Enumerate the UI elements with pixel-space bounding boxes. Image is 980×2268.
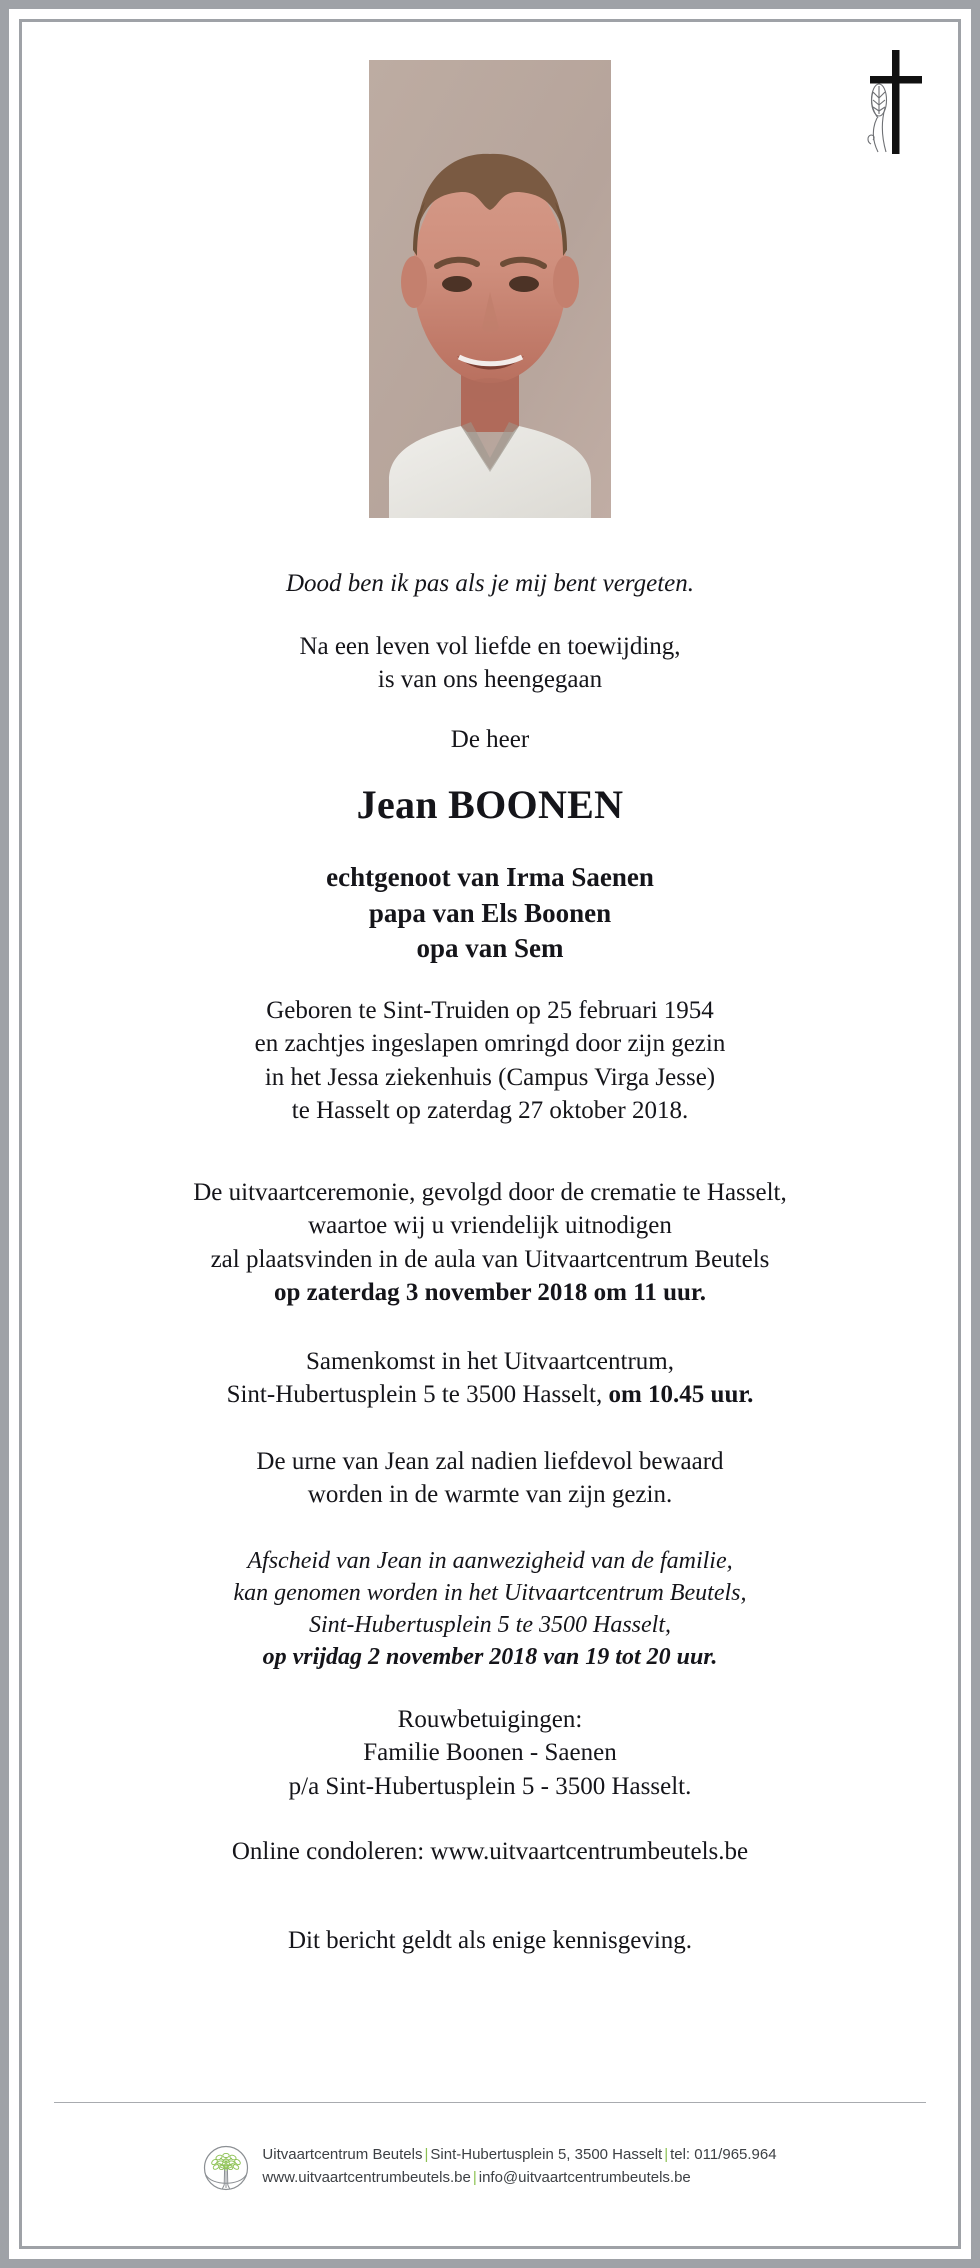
passing-line-1: en zachtjes ingeslapen omringd door zijn gezin	[254, 1030, 726, 1058]
birth-line: Geboren te Sint-Truiden op 25 februari 1954	[266, 996, 714, 1024]
footer-row-1	[262, 2144, 776, 2167]
deceased-name-text: Jean BOONEN	[356, 782, 624, 827]
inner-frame	[19, 19, 961, 2249]
footer-separator: |	[664, 2146, 669, 2163]
ceremony-line-2: waartoe wij u vriendelijk uitnodigen	[308, 1212, 672, 1240]
portrait-container	[22, 60, 958, 518]
portrait-photo	[369, 60, 611, 518]
footer-contact-info	[262, 2144, 776, 2190]
farewell-line-1: Afscheid van Jean in aanwezigheid van de familie,	[247, 1547, 733, 1574]
passing-line-2: in het Jessa ziekenhuis (Campus Virga Jesse)	[264, 1063, 716, 1091]
farewell-line-2: kan genomen worden in het Uitvaartcentrum Beutels,	[233, 1579, 747, 1606]
ceremony-datetime-text: op zaterdag 3 november 2018 om 11 uur.	[274, 1279, 706, 1307]
ceremony-line-3: zal plaatsvinden in de aula van Uitvaartcentrum Beutels	[210, 1245, 770, 1273]
mourning-address	[22, 1703, 958, 1804]
footer-divider	[54, 2102, 926, 2103]
frame-white-gap	[9, 9, 971, 2259]
single-notice	[22, 1924, 958, 1958]
gathering-address: Sint-Hubertusplein 5 te 3500 Hasselt,	[226, 1381, 609, 1409]
footer-phone: tel: 011/965.964	[670, 2146, 777, 2163]
mourning-postal-address: p/a Sint-Hubertusplein 5 - 3500 Hasselt.	[288, 1772, 692, 1800]
memorial-card	[22, 22, 958, 2246]
tree-in-circle-logo	[203, 2145, 249, 2191]
footer-website[interactable]: www.uitvaartcentrumbeutels.be	[262, 2168, 471, 2186]
intro-paragraph	[22, 630, 958, 696]
intro-line-1: Na een leven vol liefde en toewijding,	[299, 633, 681, 660]
gathering-details	[22, 1345, 958, 1412]
online-condolences	[22, 1835, 958, 1869]
footer-separator: |	[424, 2146, 429, 2163]
deceased-name	[22, 781, 958, 829]
mourning-family: Familie Boonen - Saenen	[363, 1739, 617, 1766]
footer-separator: |	[472, 2168, 477, 2186]
ceremony-details	[22, 1176, 958, 1310]
urn-details	[22, 1445, 958, 1512]
footer-address: Sint-Hubertusplein 5, 3500 Hasselt	[430, 2146, 663, 2163]
mourning-label: Rouwbetuigingen:	[397, 1705, 583, 1733]
footer-email[interactable]: info@uitvaartcentrumbeutels.be	[478, 2168, 691, 2186]
ceremony-line-1: De uitvaartceremonie, gevolgd door de crematie te Hasselt,	[193, 1178, 787, 1206]
farewell-datetime-text: op vrijdag 2 november 2018 van 19 tot 20 uur.	[262, 1643, 718, 1670]
farewell-details	[22, 1546, 958, 1674]
relation-spouse: echtgenoot van Irma Saenen	[326, 862, 654, 892]
gathering-line-2	[22, 1378, 958, 1412]
gathering-line-1: Samenkomst in het Uitvaartcentrum,	[306, 1347, 674, 1375]
gathering-time: om 10.45 uur.	[608, 1381, 754, 1409]
memorial-quote	[22, 567, 958, 600]
passing-line-3: te Hasselt op zaterdag 27 oktober 2018.	[291, 1097, 689, 1125]
relation-grandchild: opa van Sem	[416, 933, 564, 964]
ceremony-datetime	[22, 1276, 958, 1310]
farewell-datetime	[22, 1642, 958, 1674]
farewell-line-3: Sint-Hubertusplein 5 te 3500 Hasselt,	[309, 1611, 671, 1638]
quote-line: Dood ben ik pas als je mij bent vergeten.	[285, 570, 694, 597]
online-condolences-text: Online condoleren: www.uitvaartcentrumbeutels.be	[231, 1838, 749, 1865]
honorific	[22, 723, 958, 756]
memorial-text	[22, 538, 958, 1957]
urn-line-1: De urne van Jean zal nadien liefdevol bewaard	[256, 1447, 724, 1475]
family-relations	[22, 860, 958, 967]
footer	[22, 2144, 958, 2191]
footer-company: Uitvaartcentrum Beutels	[262, 2146, 423, 2163]
single-notice-text: Dit bericht geldt als enige kennisgeving.	[287, 1926, 693, 1954]
birth-death-details	[22, 994, 958, 1128]
urn-line-2: worden in de warmte van zijn gezin.	[307, 1481, 673, 1509]
relation-child: papa van Els Boonen	[368, 897, 612, 928]
footer-row-2	[262, 2167, 776, 2190]
intro-line-2: is van ons heengegaan	[377, 666, 603, 693]
honorific-line: De heer	[450, 726, 530, 753]
